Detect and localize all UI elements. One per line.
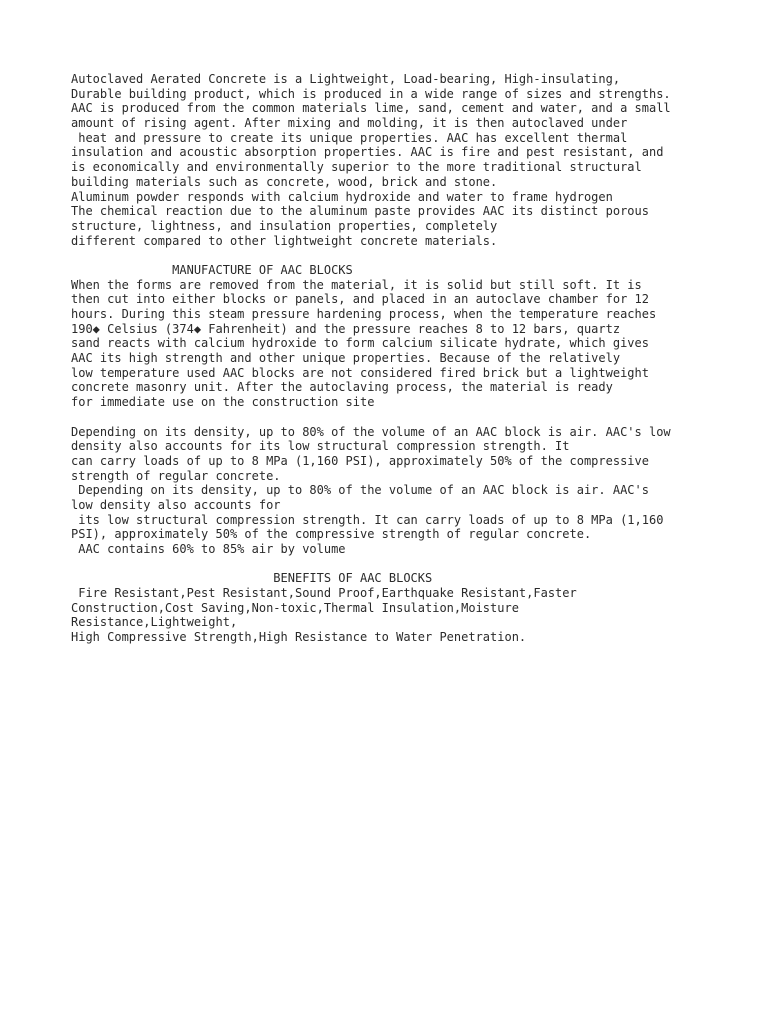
text-line: its low structural compression strength. It can carry loads of up to 8 MPa (1,160 [71, 512, 664, 527]
text-line: Resistance,Lightweight, [71, 615, 238, 630]
text-line: strength of regular concrete. [71, 468, 281, 483]
text-line: Durable building product, which is produced in a wide range of sizes and strengths. [71, 86, 671, 101]
text-line: AAC its high strength and other unique properties. Because of the relatively [71, 351, 621, 366]
document-body [71, 72, 761, 645]
blank-line [71, 248, 761, 263]
text-line: density also accounts for its low structural compression strength. It [71, 439, 570, 454]
text-line: The chemical reaction due to the aluminum paste provides AAC its distinct porous [71, 204, 649, 219]
text-line: sand reacts with calcium hydroxide to form calcium silicate hydrate, which gives [71, 336, 649, 351]
text-line: When the forms are removed from the material, it is solid but still soft. It is [71, 277, 642, 292]
text-line: Fire Resistant,Pest Resistant,Sound Proof,Earthquake Resistant,Faster [71, 586, 577, 601]
text-line: different compared to other lightweight concrete materials. [71, 233, 498, 248]
text-line: Depending on its density, up to 80% of the volume of an AAC block is air. AAC's low [71, 424, 671, 439]
text-line: is economically and environmentally superior to the more traditional structural [71, 160, 642, 175]
text-line: then cut into either blocks or panels, and placed in an autoclave chamber for 12 [71, 292, 649, 307]
blank-line [71, 410, 761, 425]
section-heading-manufacture: MANUFACTURE OF AAC BLOCKS [71, 262, 353, 277]
text-line: 190◆ Celsius (374◆ Fahrenheit) and the pressure reaches 8 to 12 bars, quartz [71, 321, 621, 336]
text-line: AAC is produced from the common materials lime, sand, cement and water, and a small [71, 101, 671, 116]
text-line: PSI), approximately 50% of the compressive strength of regular concrete. [71, 527, 592, 542]
section-heading-benefits: BENEFITS OF AAC BLOCKS [71, 571, 433, 586]
text-line: insulation and acoustic absorption properties. AAC is fire and pest resistant, and [71, 145, 664, 160]
text-line: for immediate use on the construction site [71, 395, 375, 410]
text-line: hours. During this steam pressure hardening process, when the temperature reaches [71, 307, 657, 321]
text-line: amount of rising agent. After mixing and molding, it is then autoclaved under [71, 116, 628, 131]
text-line: Aluminum powder responds with calcium hydroxide and water to frame hydrogen [71, 189, 613, 204]
text-line: low density also accounts for [71, 497, 281, 512]
text-line: Construction,Cost Saving,Non-toxic,Thermal Insulation,Moisture [71, 600, 519, 615]
text-line: concrete masonry unit. After the autoclaving process, the material is ready [71, 380, 613, 395]
text-line: Autoclaved Aerated Concrete is a Lightweight, Load-bearing, High-insulating, [71, 72, 621, 86]
text-line: low temperature used AAC blocks are not considered fired brick but a lightweight [71, 365, 649, 380]
blank-line [71, 557, 761, 572]
text-line: building materials such as concrete, wood, brick and stone. [71, 174, 498, 189]
text-line: can carry loads of up to 8 MPa (1,160 PSI), approximately 50% of the compressive [71, 453, 649, 468]
text-line: High Compressive Strength,High Resistance to Water Penetration. [71, 630, 527, 645]
text-line: structure, lightness, and insulation properties, completely [71, 218, 498, 233]
text-line: AAC contains 60% to 85% air by volume [71, 542, 346, 556]
text-line: Depending on its density, up to 80% of the volume of an AAC block is air. AAC's [71, 483, 649, 498]
text-line: heat and pressure to create its unique properties. AAC has excellent thermal [71, 130, 628, 145]
